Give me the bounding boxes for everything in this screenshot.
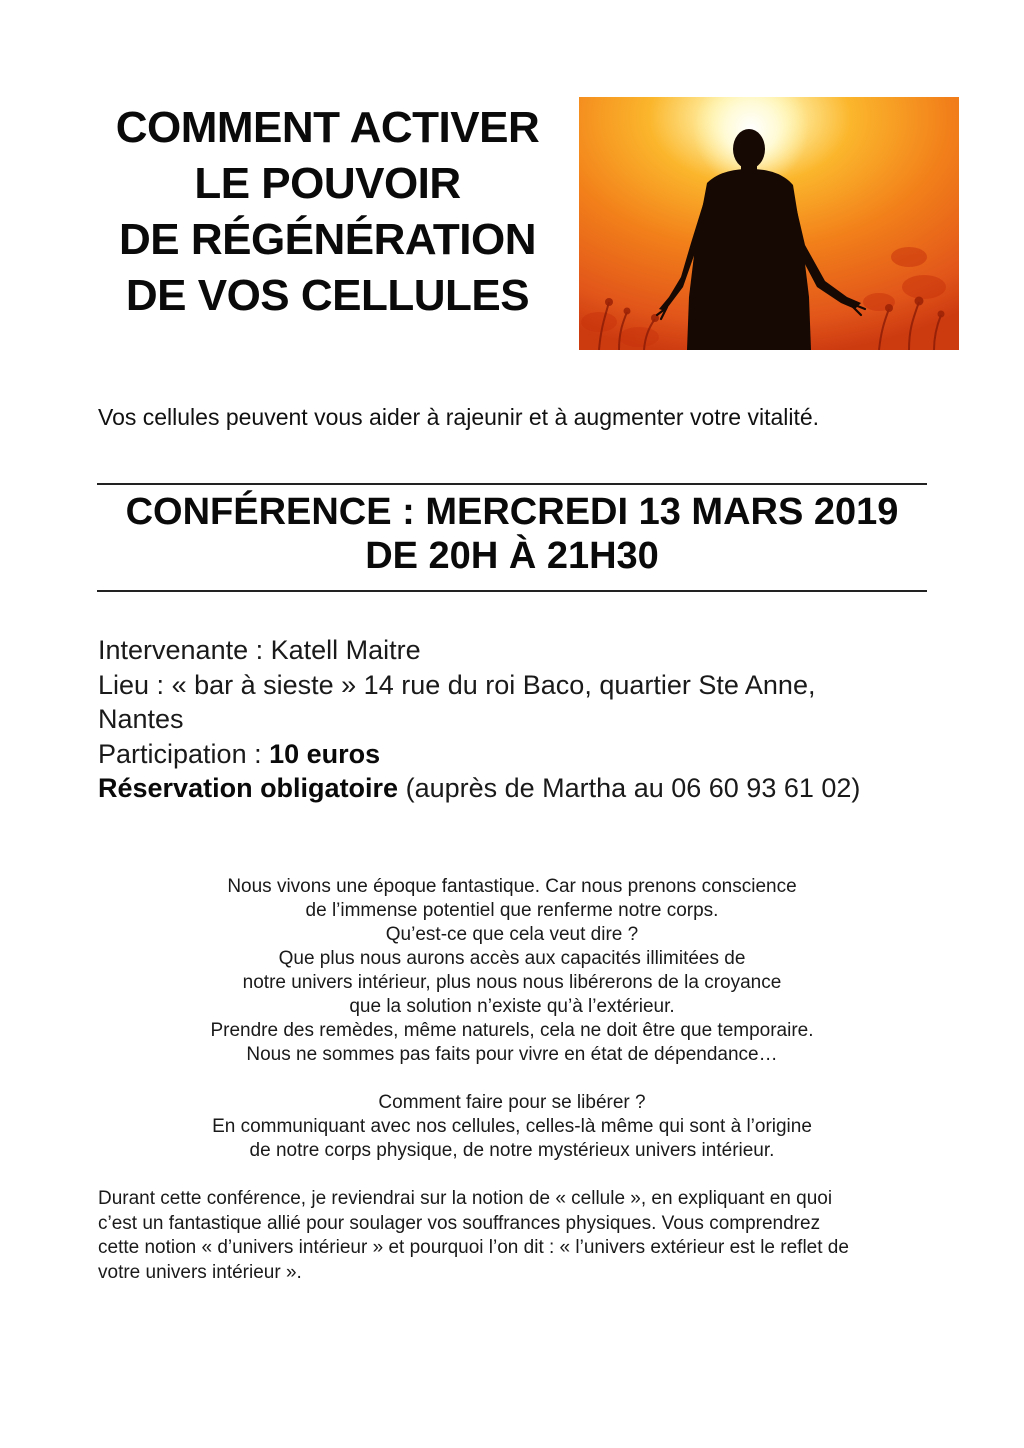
title-line: LE POUVOIR	[194, 159, 461, 208]
event-details	[98, 633, 860, 806]
conference-date: CONFÉRENCE : MERCREDI 13 MARS 2019	[125, 491, 899, 533]
price-line	[98, 737, 860, 772]
speaker-name: Katell Maitre	[270, 635, 421, 665]
paragraph-line: Comment faire pour se libérer ?	[378, 1092, 646, 1113]
price-value: 10 euros	[269, 738, 381, 769]
title-line: DE VOS CELLULES	[125, 271, 530, 320]
intro-text: Vos cellules peuvent vous aider à rajeunir et à augmenter votre vitalité.	[98, 404, 820, 430]
paragraph-line: de l’immense potentiel que renferme notre corps.	[305, 900, 719, 921]
paragraph-line: Que plus nous aurons accès aux capacités illimitées de	[278, 948, 746, 969]
paragraph-intro	[100, 875, 924, 1067]
paragraph-line: que la solution n’existe qu’à l’extérieur.	[349, 996, 675, 1017]
paragraph-line: En communiquant avec nos cellules, celles-là même qui sont à l’origine	[212, 1116, 812, 1137]
booking-info: (auprès de Martha au 06 60 93 61 02)	[398, 773, 861, 803]
venue-address: « bar à sieste » 14 rue du roi Baco, quartier Ste Anne,	[171, 669, 816, 700]
closing-line: Durant cette conférence, je reviendrai sur la notion de « cellule », en expliquant en quoi	[98, 1188, 833, 1209]
closing-line: votre univers intérieur ».	[98, 1261, 302, 1283]
closing-line: cette notion « d’univers intérieur » et pourquoi l’on dit : « l’univers extérieur est le reflet de	[98, 1237, 849, 1258]
venue-label: Lieu :	[98, 669, 172, 700]
conference-time: DE 20H À 21H30	[365, 535, 659, 577]
bottom-divider	[97, 590, 927, 592]
silhouette-sunset-image	[579, 97, 959, 350]
booking-label: Réservation obligatoire	[98, 773, 399, 803]
venue-line	[98, 668, 860, 703]
paragraph-line: Nous vivons une époque fantastique. Car nous prenons conscience	[227, 876, 797, 897]
title-line: DE RÉGÉNÉRATION	[118, 215, 537, 264]
booking-line	[98, 771, 860, 806]
venue-city: Nantes	[98, 704, 184, 734]
title-line: COMMENT ACTIVER	[115, 103, 540, 152]
closing-paragraph	[98, 1187, 928, 1285]
speaker-line	[98, 633, 860, 668]
paragraph-line: notre univers intérieur, plus nous nous libérerons de la croyance	[242, 972, 782, 993]
closing-line: c’est un fantastique allié pour soulager vos souffrances physiques. Vous comprendrez	[98, 1212, 821, 1234]
paragraph-question	[100, 1091, 924, 1163]
paragraph-line: Prendre des remèdes, même naturels, cela ne doit être que temporaire.	[210, 1020, 814, 1041]
paragraph-line: de notre corps physique, de notre mystérieux univers intérieur.	[249, 1140, 775, 1161]
conference-heading	[97, 490, 927, 578]
price-label: Participation :	[98, 738, 270, 769]
paragraph-line: Nous ne sommes pas faits pour vivre en état de dépendance…	[246, 1044, 778, 1065]
top-divider	[97, 483, 927, 485]
speaker-label: Intervenante :	[98, 635, 271, 665]
page-title	[90, 100, 565, 324]
paragraph-line: Qu’est-ce que cela veut dire ?	[385, 924, 639, 945]
